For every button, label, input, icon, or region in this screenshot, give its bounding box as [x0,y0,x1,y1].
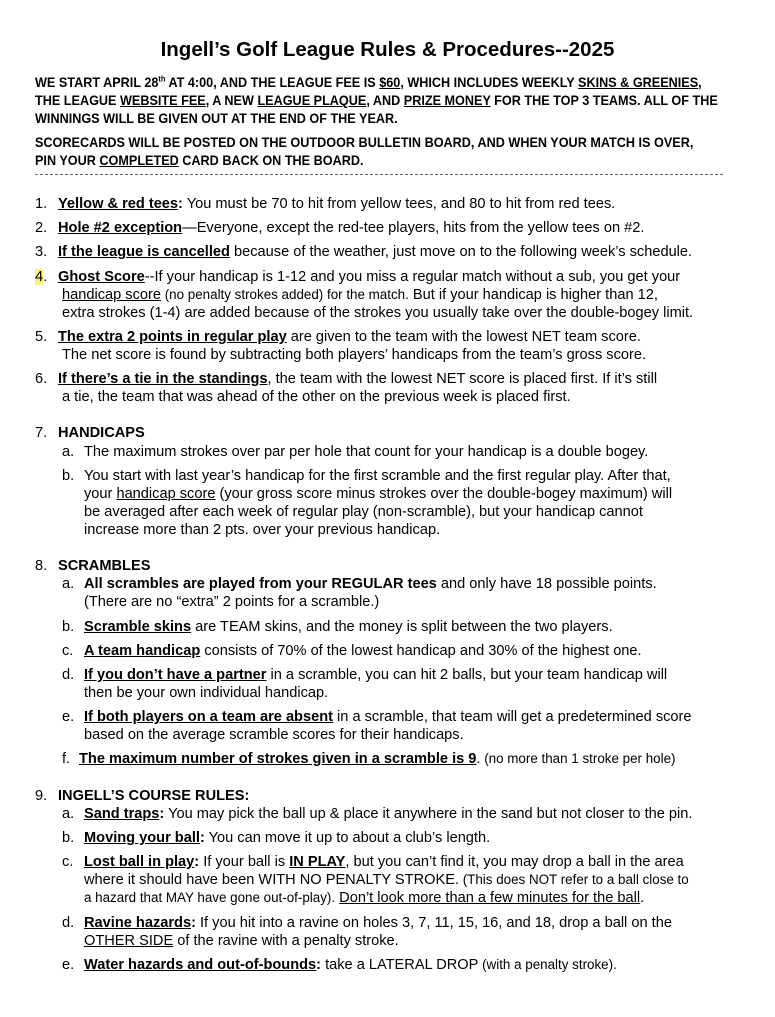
text: of the ravine with a penalty stroke. [173,933,399,949]
sub-text [84,956,617,974]
highlighted-digit: 4 [35,269,44,285]
text: : [191,915,196,931]
sub-heading: Scramble skins [84,619,192,635]
sub-text [84,575,657,593]
text: take a LATERAL DROP [321,957,479,973]
sub-letter: f. [62,751,71,767]
text: : [194,854,200,870]
league-plaque: LEAGUE PLAQUE [257,93,367,108]
text: CARD BACK ON THE BOARD. [178,153,364,168]
small-text: (This does NOT refer to a ball close to [459,872,689,887]
rule-heading: Ghost Score [58,269,145,285]
rule-number: 1. [35,196,48,212]
superscript: th [158,74,166,84]
sub-text [84,618,613,636]
sub-heading: Lost ball in play [84,854,195,870]
sub-letter: d. [62,915,75,931]
text: PIN YOUR [35,153,100,168]
text: : [159,806,165,822]
text: , but you can’t find it, you may drop a ball in the area [345,854,684,870]
rule-text [58,219,644,237]
sub-text: The maximum strokes over par per hole that count for your handicap is a double bogey. [84,444,649,460]
sub-text: based on the average scramble scores for their handicaps. [84,727,464,743]
rule-text: extra strokes (1-4) are added because of the strokes you usually take over the double-bogey limit. [62,305,694,321]
text: are given to the team with the lowest NET team score. [286,329,641,345]
intro-line [35,74,709,92]
sub-heading: Sand traps [84,806,160,822]
rule-heading: Yellow & red tees [58,196,179,212]
text: : [178,196,183,212]
text: and only have 18 possible points. [436,576,657,592]
rule-number: 7. [35,425,48,441]
sub-text: be averaged after each week of regular play (non-scramble), but your handicap cannot [84,504,643,520]
sub-heading: The maximum number of strokes given in a scramble is 9 [79,751,477,767]
intro-line [35,92,718,110]
sub-text [84,666,667,684]
text: You must be 70 to hit from yellow tees, and 80 to hit from red tees. [182,196,616,212]
website-fee: WEBSITE FEE [119,93,206,108]
completed-word: COMPLETED [99,153,179,168]
rule-heading: The extra 2 points in regular play [58,329,287,345]
sub-text [84,871,689,889]
text: : [316,957,322,973]
text: : [199,830,205,846]
sub-letter: d. [62,667,75,683]
text: WE START APRIL 28 [35,75,159,90]
rule-number: 8. [35,558,48,574]
text: If your ball is [199,854,290,870]
text: . [476,751,481,767]
intro-line: WINNINGS WILL BE GIVEN OUT AT THE END OF THE YEAR. [35,111,398,126]
rule-number: 3. [35,244,48,260]
intro-paragraph-scorecards [35,134,709,170]
text: in a scramble, you can hit 2 balls, but your team handicap will [266,667,668,683]
text: where it should have been WITH NO PENALTY STROKE. [84,872,459,888]
text: , AND [366,93,404,108]
prize-money: PRIZE MONEY [403,93,491,108]
underlined-text: handicap score [116,486,216,502]
sub-letter: c. [62,854,74,870]
text: If you hit into a ravine on holes 3, 7, 11, 15, 16, and 18, drop a ball on the [195,915,672,931]
rule-text [58,195,615,213]
sub-text [84,485,672,503]
sub-text [79,750,676,768]
sub-heading: A team handicap [84,643,201,659]
dashed-divider [35,174,723,175]
sub-letter: a. [62,444,75,460]
rule-heading: Hole #2 exception [58,220,183,236]
rule-heading: If the league is cancelled [58,244,230,260]
rule-text [58,328,641,346]
rule-text: a tie, the team that was ahead of the other on the previous week is placed first. [62,389,571,405]
intro-line [35,152,709,170]
bold-text: All scrambles are played from your REGULAR tees [84,576,437,592]
sub-text [84,708,692,726]
intro-paragraph-fees [35,74,718,128]
sub-text [84,805,692,823]
text: You may pick the ball up & place it anywhere in the sand but not closer to the pin. [164,806,693,822]
rule-number: 9. [35,788,48,804]
text: You can move it up to about a club’s length. [204,830,491,846]
text: because of the weather, just move on to the following week’s schedule. [229,244,693,260]
sub-text [84,914,672,932]
text: , the team with the lowest NET score is placed first. If it’s still [267,371,658,387]
sub-letter: c. [62,643,74,659]
text: THE LEAGUE [35,93,120,108]
sub-heading: Moving your ball [84,830,200,846]
rule-text [62,286,658,304]
text: consists of 70% of the lowest handicap and 30% of the highest one. [200,643,642,659]
sub-heading: Water hazards and out-of-bounds [84,957,317,973]
text: , [698,75,702,90]
sub-text [84,642,642,660]
small-text: (no more than 1 stroke per hole) [480,751,676,766]
skins-greenies: SKINS & GREENIES [578,75,699,90]
text: . [640,890,645,906]
intro-line: SCORECARDS WILL BE POSTED ON THE OUTDOOR BULLETIN BOARD, AND WHEN YOUR MATCH IS OVER, [35,135,694,150]
text: your [84,486,117,502]
page-title: Ingell’s Golf League Rules & Procedures--2025 [160,38,615,61]
text: . [43,269,48,285]
section-heading-course-rules: INGELL’S COURSE RULES: [58,788,250,804]
sub-text [84,853,684,871]
sub-letter: e. [62,709,75,725]
small-text: (no penalty strokes added) for the match. [160,287,409,302]
underlined-text: handicap score [62,287,161,303]
small-text: a hazard that MAY have gone out-of-play). [84,890,336,905]
sub-text: then be your own individual handicap. [84,685,329,701]
underlined-text: OTHER SIDE [84,933,174,949]
text: But if your handicap is higher than 12, [408,287,658,303]
rule-text [58,268,680,286]
small-text: (with a penalty stroke). [478,957,617,972]
rule-number: 6. [35,371,48,387]
sub-heading: If both players on a team are absent [84,709,333,725]
in-play-text: IN PLAY [289,854,346,870]
league-fee: $60 [379,75,401,90]
text: , A NEW [205,93,258,108]
section-heading-handicaps: HANDICAPS [58,425,145,441]
rule-number: 2. [35,220,48,236]
rule-number [35,268,47,286]
text: are TEAM skins, and the money is split between the two players. [191,619,613,635]
sub-text [84,889,644,907]
section-heading-scrambles: SCRAMBLES [58,558,151,574]
text: , WHICH INCLUDES WEEKLY [400,75,579,90]
underlined-text: Don’t look more than a few minutes for the ball [339,890,641,906]
sub-text: You start with last year’s handicap for the first scramble and the first regular play. After that, [84,468,671,484]
sub-text: (There are no “extra” 2 points for a scramble.) [84,594,380,610]
sub-letter: a. [62,806,75,822]
rule-heading: If there’s a tie in the standings [58,371,268,387]
sub-letter: b. [62,468,75,484]
sub-letter: b. [62,619,75,635]
text: (your gross score minus strokes over the double-bogey maximum) will [215,486,673,502]
sub-letter: e. [62,957,75,973]
rule-text [58,370,657,388]
sub-heading: Ravine hazards [84,915,192,931]
sub-letter: a. [62,576,75,592]
rule-text: The net score is found by subtracting both players’ handicaps from the team’s gross score. [62,347,647,363]
text: —Everyone, except the red-tee players, hits from the yellow tees on #2. [182,220,645,236]
sub-text: increase more than 2 pts. over your previous handicap. [84,522,441,538]
sub-text [84,829,490,847]
text: FOR THE TOP 3 TEAMS. ALL OF THE [490,93,718,108]
rule-number: 5. [35,329,48,345]
text: AT 4:00, AND THE LEAGUE FEE IS [165,75,380,90]
sub-text [84,932,399,950]
text: in a scramble, that team will get a predetermined score [332,709,692,725]
rule-text [58,243,692,261]
sub-letter: b. [62,830,75,846]
sub-heading: If you don’t have a partner [84,667,267,683]
text: --If your handicap is 1-12 and you miss a regular match without a sub, you get your [144,269,681,285]
